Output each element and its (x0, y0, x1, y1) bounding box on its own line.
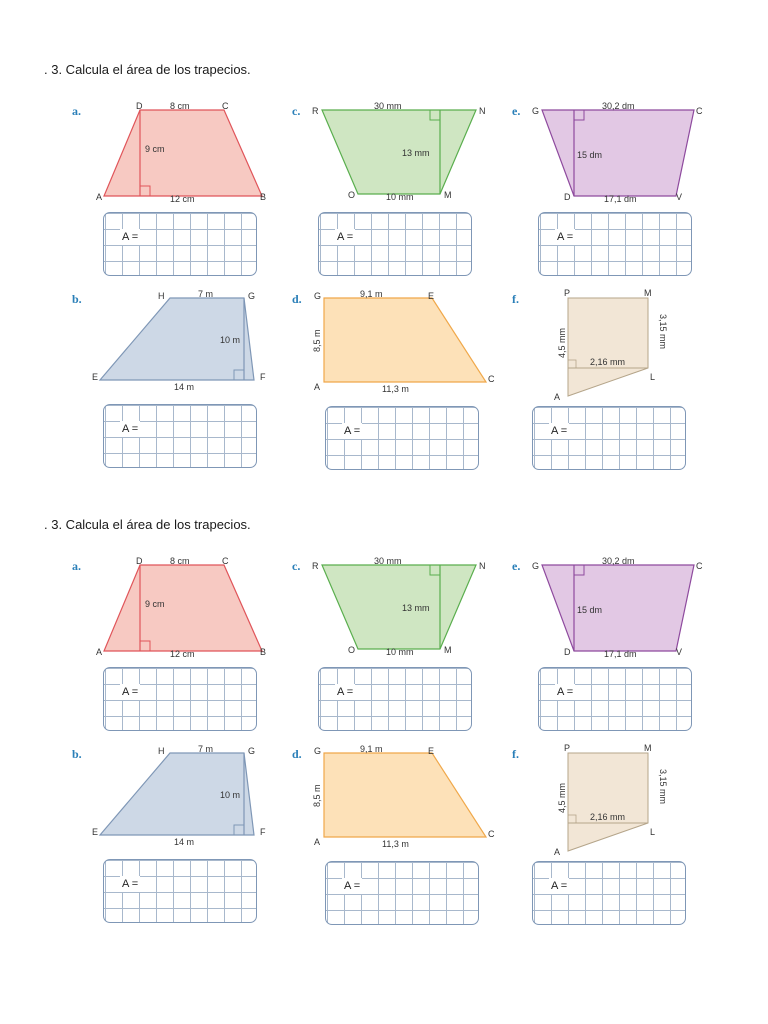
vertex-label: F (260, 372, 266, 382)
figure-letter-c: c. (292, 104, 301, 118)
figure-letter-a: a. (72, 559, 81, 573)
answer-label: A = (337, 686, 354, 698)
figure-letter-f: f. (512, 292, 519, 306)
height-label: 8,5 m (312, 784, 322, 807)
vertex-label: C (222, 101, 229, 111)
vertex-label: H (158, 746, 165, 756)
left-side-label: 4,5 mm (557, 327, 567, 358)
vertex-label: E (428, 291, 435, 301)
top-base-label: 9,1 m (360, 744, 383, 754)
right-side-label: 3,15 mm (658, 769, 668, 805)
answer-label: A = (122, 878, 139, 890)
trapezoid-f (548, 741, 678, 857)
top-base-label: 30,2 dm (602, 101, 635, 111)
height-label: 9 cm (145, 144, 165, 154)
vertex-label: V (676, 647, 683, 657)
answer-grid-f[interactable] (532, 406, 686, 470)
exercise-title: . 3. Calcula el área de los trapecios. (44, 62, 251, 77)
figure-letter-c: c. (292, 559, 301, 573)
figure-letter-b: b. (72, 292, 82, 306)
answer-grid-b[interactable] (103, 404, 257, 468)
figure-letter-d: d. (292, 747, 302, 761)
vertex-label: G (532, 106, 540, 116)
figure-letter-a: a. (72, 104, 81, 118)
height-label: 15 dm (577, 150, 603, 160)
bottom-base-label: 12 cm (170, 649, 195, 659)
width-label: 2,16 mm (590, 812, 626, 822)
answer-grid-c[interactable] (318, 212, 472, 276)
vertex-label: G (314, 746, 322, 756)
vertex-label: D (564, 647, 571, 657)
vertex-label: D (136, 101, 143, 111)
vertex-label: E (92, 372, 99, 382)
trapezoid-a (96, 555, 271, 661)
bottom-base-label: 11,3 m (382, 384, 409, 394)
figure-letter-e: e. (512, 559, 521, 573)
left-side-label: 4,5 mm (557, 782, 567, 813)
vertex-label: C (488, 829, 495, 839)
bottom-base-label: 10 mm (386, 647, 414, 657)
bottom-base-label: 11,3 m (382, 839, 409, 849)
figure-letter-f: f. (512, 747, 519, 761)
trapezoid-f (548, 286, 678, 402)
vertex-label: B (260, 192, 267, 202)
trapezoid-b (90, 741, 275, 851)
answer-grid-c[interactable] (318, 667, 472, 731)
vertex-label: N (479, 106, 486, 116)
exercise-section-2 (0, 517, 768, 957)
trapezoid-e (530, 555, 708, 661)
vertex-label: M (444, 645, 452, 655)
vertex-label: O (348, 190, 356, 200)
vertex-label: F (260, 827, 266, 837)
vertex-label: L (650, 827, 656, 837)
exercise-section-1 (0, 62, 768, 502)
trapezoid-a (96, 100, 271, 206)
height-label: 13 mm (402, 603, 430, 613)
top-base-label: 8 cm (170, 556, 190, 566)
answer-label: A = (551, 880, 568, 892)
vertex-label: C (696, 106, 703, 116)
vertex-label: H (158, 291, 165, 301)
vertex-label: E (92, 827, 99, 837)
answer-grid-d[interactable] (325, 406, 479, 470)
bottom-base-label: 17,1 dm (604, 649, 637, 659)
vertex-label: G (248, 291, 256, 301)
bottom-base-label: 12 cm (170, 194, 195, 204)
trapezoid-d (308, 741, 498, 853)
vertex-label: A (554, 392, 561, 402)
vertex-label: A (314, 382, 321, 392)
vertex-label: G (314, 291, 322, 301)
trapezoid-c (312, 100, 494, 206)
answer-label: A = (122, 231, 139, 243)
vertex-label: B (260, 647, 267, 657)
vertex-label: M (644, 288, 652, 298)
height-label: 9 cm (145, 599, 165, 609)
vertex-label: A (314, 837, 321, 847)
vertex-label: C (222, 556, 229, 566)
vertex-label: L (650, 372, 656, 382)
vertex-label: D (564, 192, 571, 202)
answer-grid-d[interactable] (325, 861, 479, 925)
vertex-label: C (696, 561, 703, 571)
vertex-label: V (676, 192, 683, 202)
height-label: 10 m (220, 335, 241, 345)
bottom-base-label: 10 mm (386, 192, 414, 202)
vertex-label: P (564, 288, 571, 298)
top-base-label: 8 cm (170, 101, 190, 111)
vertex-label: O (348, 645, 356, 655)
answer-label: A = (557, 686, 574, 698)
vertex-label: M (644, 743, 652, 753)
figure-letter-e: e. (512, 104, 521, 118)
vertex-label: R (312, 106, 319, 116)
height-label: 15 dm (577, 605, 603, 615)
vertex-label: E (428, 746, 435, 756)
answer-grid-b[interactable] (103, 859, 257, 923)
answer-label: A = (344, 425, 361, 437)
answer-grid-f[interactable] (532, 861, 686, 925)
answer-label: A = (557, 231, 574, 243)
trapezoid-e (530, 100, 708, 206)
height-label: 10 m (220, 790, 241, 800)
answer-label: A = (344, 880, 361, 892)
vertex-label: A (554, 847, 561, 857)
answer-grid-a[interactable] (103, 212, 257, 276)
figure-letter-d: d. (292, 292, 302, 306)
top-base-label: 7 m (198, 289, 214, 299)
vertex-label: G (248, 746, 256, 756)
answer-label: A = (551, 425, 568, 437)
vertex-label: C (488, 374, 495, 384)
vertex-label: A (96, 647, 103, 657)
height-label: 8,5 m (312, 329, 322, 352)
answer-label: A = (122, 686, 139, 698)
right-side-label: 3,15 mm (658, 314, 668, 350)
vertex-label: P (564, 743, 571, 753)
bottom-base-label: 17,1 dm (604, 194, 637, 204)
vertex-label: M (444, 190, 452, 200)
top-base-label: 7 m (198, 744, 214, 754)
top-base-label: 30 mm (374, 101, 402, 111)
answer-grid-e[interactable] (538, 212, 692, 276)
top-base-label: 30 mm (374, 556, 402, 566)
answer-grid-e[interactable] (538, 667, 692, 731)
answer-label: A = (337, 231, 354, 243)
figure-letter-b: b. (72, 747, 82, 761)
height-label: 13 mm (402, 148, 430, 158)
vertex-label: R (312, 561, 319, 571)
top-base-label: 9,1 m (360, 289, 383, 299)
trapezoid-c (312, 555, 494, 661)
trapezoid-b (90, 286, 275, 396)
vertex-label: N (479, 561, 486, 571)
trapezoid-d (308, 286, 498, 398)
bottom-base-label: 14 m (174, 382, 195, 392)
answer-label: A = (122, 423, 139, 435)
width-label: 2,16 mm (590, 357, 626, 367)
answer-grid-a[interactable] (103, 667, 257, 731)
bottom-base-label: 14 m (174, 837, 195, 847)
exercise-title: . 3. Calcula el área de los trapecios. (44, 517, 251, 532)
vertex-label: G (532, 561, 540, 571)
vertex-label: A (96, 192, 103, 202)
vertex-label: D (136, 556, 143, 566)
top-base-label: 30,2 dm (602, 556, 635, 566)
